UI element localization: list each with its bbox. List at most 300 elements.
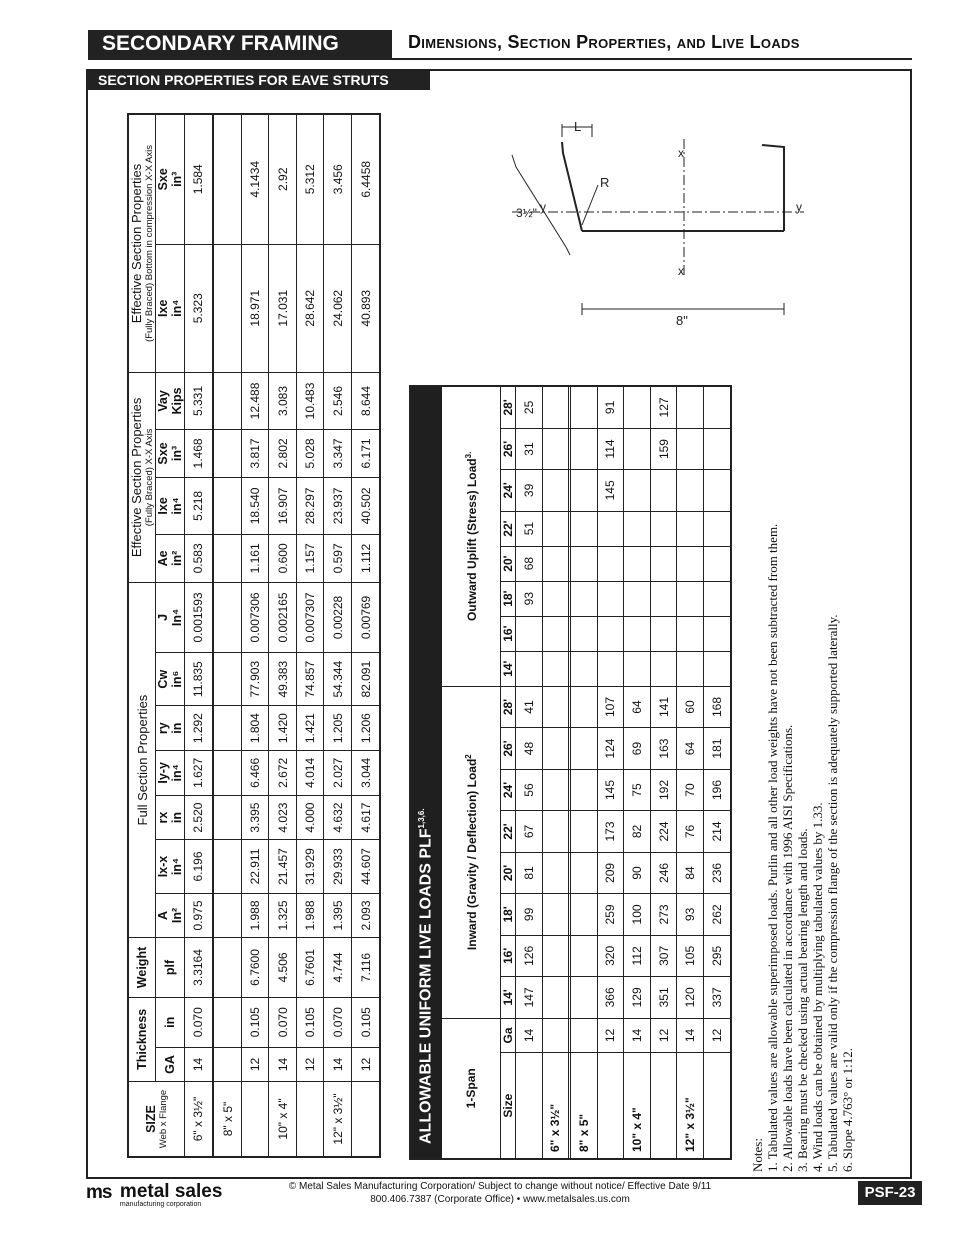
size-header-sub: Web x Flange <box>158 1089 169 1149</box>
inward-load-cell: 48 <box>516 728 543 769</box>
property-name: rx <box>156 811 170 824</box>
value-cell: 54.344 <box>324 653 352 706</box>
property-name: Iy-y <box>156 762 170 784</box>
outward-load-cell <box>677 546 704 581</box>
ga-cell: 14 <box>269 1047 297 1081</box>
property-unit: in⁴ <box>170 497 184 515</box>
ga-cell <box>570 1018 597 1053</box>
live-loads-banner <box>410 386 442 1159</box>
outward-load-cell <box>597 616 624 651</box>
size-cell: 8" x 5" <box>570 1053 597 1159</box>
property-unit: in⁴ <box>170 764 184 782</box>
property-unit: in <box>170 812 184 824</box>
value-cell: 10.483 <box>296 372 324 429</box>
value-cell: 4.632 <box>324 795 352 840</box>
outward-load-cell <box>624 511 651 546</box>
inward-load-cell: 337 <box>703 977 731 1018</box>
outward-load-cell: 31 <box>516 428 543 469</box>
value-cell: 4.023 <box>269 795 297 840</box>
value-cell: 5.323 <box>185 244 213 372</box>
value-cell: 0.001593 <box>185 582 213 652</box>
inward-load-cell <box>542 769 569 810</box>
value-cell: 1.627 <box>185 751 213 796</box>
note-item: 2. Allowable loads have been calculated in accordance with 1996 AISI Specifications. <box>780 724 795 1172</box>
value-cell: 5.028 <box>296 430 324 478</box>
weight-cell: 6.7601 <box>296 938 324 997</box>
property-header-11 <box>156 244 185 372</box>
ga-cell <box>542 1018 569 1053</box>
value-cell: 17.031 <box>269 244 297 372</box>
span-length-header: 18' <box>501 894 516 935</box>
size-cell: 6" x 3½" <box>542 1053 569 1159</box>
property-name: Ixe <box>156 299 170 317</box>
size-header-label: SIZE <box>144 1105 158 1133</box>
in-header: in <box>156 997 185 1047</box>
inward-load-cell: 307 <box>650 935 677 976</box>
outward-load-cell <box>703 386 731 428</box>
span-header: 1-Span <box>442 1018 501 1159</box>
inward-load-cell: 82 <box>624 811 651 852</box>
value-cell: 2.027 <box>324 751 352 796</box>
outward-load-cell <box>703 511 731 546</box>
inward-load-cell: 64 <box>677 728 704 769</box>
outward-load-cell <box>570 581 597 616</box>
table-row <box>241 114 269 1157</box>
table-row <box>597 386 624 1159</box>
outward-load-cell <box>677 470 704 511</box>
table-row <box>570 386 597 1159</box>
ga-cell: 12 <box>650 1018 677 1053</box>
outward-load-cell <box>650 651 677 686</box>
inward-load-cell <box>570 728 597 769</box>
thickness-cell: 0.105 <box>241 997 269 1047</box>
outward-load-cell <box>597 581 624 616</box>
value-cell <box>214 840 242 893</box>
property-unit: in³ <box>170 445 184 462</box>
ga-cell: 14 <box>516 1018 543 1053</box>
table-row <box>324 114 352 1157</box>
weight-cell: 6.7600 <box>241 938 269 997</box>
value-cell: 24.062 <box>324 244 352 372</box>
logo-text <box>120 1182 222 1209</box>
inward-load-cell: 76 <box>677 811 704 852</box>
outward-load-cell <box>597 651 624 686</box>
size-cell <box>296 1082 324 1158</box>
logo-name: metal sales <box>119 1181 223 1202</box>
ga-cell: 12 <box>296 1047 324 1081</box>
property-header-9 <box>156 430 185 478</box>
value-cell: 22.911 <box>241 840 269 893</box>
outward-load-cell <box>542 428 569 469</box>
weight-cell: 4.744 <box>324 938 352 997</box>
value-cell: 3.083 <box>269 372 297 429</box>
section-properties-panel <box>127 113 381 1158</box>
value-cell: 1.468 <box>185 430 213 478</box>
value-cell: 21.457 <box>269 840 297 893</box>
logo-mark: ms <box>86 1182 112 1203</box>
property-name: ry <box>156 722 170 735</box>
outward-load-cell <box>677 428 704 469</box>
inward-load-cell: 168 <box>703 686 731 728</box>
value-cell <box>214 477 242 534</box>
ga-col-header: Ga <box>501 1018 516 1053</box>
property-unit: in⁶ <box>170 670 184 688</box>
property-name: Vay <box>156 390 170 412</box>
span-length-header: 16' <box>501 616 516 651</box>
size-cell <box>703 1053 731 1159</box>
property-unit: in⁴ <box>170 299 184 317</box>
inward-load-cell <box>570 686 597 728</box>
outward-load-cell <box>542 616 569 651</box>
value-cell: 1.988 <box>241 893 269 938</box>
inward-load-cell: 366 <box>597 977 624 1018</box>
span-length-header: 22' <box>501 811 516 852</box>
dimension-lines <box>512 124 804 315</box>
inward-load-cell: 141 <box>650 686 677 728</box>
value-cell: 6.171 <box>352 430 380 478</box>
outward-load-cell <box>542 651 569 686</box>
size-cell: 6" x 3½" <box>185 1082 213 1158</box>
outward-header <box>442 386 501 686</box>
inward-header-sup: 2 <box>463 754 473 759</box>
property-name: Ae <box>156 550 170 567</box>
inward-load-cell: 70 <box>677 769 704 810</box>
value-cell: 5.218 <box>185 477 213 534</box>
size-cell <box>650 1053 677 1159</box>
inward-load-cell <box>570 935 597 976</box>
value-cell: 1.584 <box>185 114 213 244</box>
outward-load-cell <box>597 511 624 546</box>
inward-load-cell: 81 <box>516 852 543 893</box>
value-cell: 2.093 <box>352 893 380 938</box>
table-row <box>624 386 651 1159</box>
value-cell: 1.292 <box>185 706 213 751</box>
thickness-cell: 0.070 <box>185 997 213 1047</box>
live-loads-banner-label: ALLOWABLE UNIFORM LIVE LOADS PLF <box>417 828 435 1144</box>
thickness-cell: 0.070 <box>269 997 297 1047</box>
value-cell: 1.988 <box>296 893 324 938</box>
property-header-4 <box>156 706 185 751</box>
value-cell: 82.091 <box>352 653 380 706</box>
ga-cell: 14 <box>677 1018 704 1053</box>
outward-load-cell <box>677 581 704 616</box>
subsection-heading: SECTION PROPERTIES FOR EAVE STRUTS <box>88 70 430 90</box>
property-unit: in³ <box>170 171 184 187</box>
table-row <box>185 114 213 1157</box>
inward-load-cell: 181 <box>703 728 731 769</box>
outward-load-cell <box>542 470 569 511</box>
ga-cell: 14 <box>324 1047 352 1081</box>
section-properties-body <box>185 114 381 1157</box>
span-length-header: 24' <box>501 769 516 810</box>
value-cell: 0.00769 <box>352 582 380 652</box>
outward-load-cell <box>542 386 569 428</box>
value-cell: 11.835 <box>185 653 213 706</box>
span-length-header: 18' <box>501 581 516 616</box>
size-header <box>128 1082 185 1158</box>
property-unit: In² <box>170 907 184 924</box>
inward-load-cell: 64 <box>624 686 651 728</box>
outward-load-cell <box>650 470 677 511</box>
span-length-header: 26' <box>501 428 516 469</box>
value-cell <box>214 534 242 582</box>
value-cell: 40.893 <box>352 244 380 372</box>
value-cell: 6.196 <box>185 840 213 893</box>
span-length-header: 14' <box>501 977 516 1018</box>
inward-load-cell: 262 <box>703 894 731 935</box>
outward-load-cell: 159 <box>650 428 677 469</box>
size-cell: 8" x 5" <box>214 1082 242 1158</box>
ga-cell: 14 <box>624 1018 651 1053</box>
value-cell: 18.971 <box>241 244 269 372</box>
page-number: PSF-23 <box>858 1181 922 1205</box>
notes-block <box>750 372 855 1172</box>
label-x-top: x <box>678 146 684 160</box>
value-cell: 0.002165 <box>269 582 297 652</box>
value-cell: 0.975 <box>185 893 213 938</box>
table-row <box>677 386 704 1159</box>
value-cell <box>214 582 242 652</box>
value-cell: 3.456 <box>324 114 352 244</box>
outward-load-cell <box>650 511 677 546</box>
value-cell <box>214 751 242 796</box>
property-name: J <box>156 613 170 621</box>
plf-header: plf <box>156 938 185 997</box>
span-length-header: 24' <box>501 470 516 511</box>
value-cell: 1.157 <box>296 534 324 582</box>
logo-subtitle: manufacturing corporation <box>119 1201 202 1208</box>
span-length-header: 28' <box>501 686 516 728</box>
outward-load-cell: 39 <box>516 470 543 511</box>
ga-cell: 12 <box>703 1018 731 1053</box>
effective-section-group-sub: (Fully Braced) X-X Axis <box>144 428 155 527</box>
weight-cell: 4.506 <box>269 938 297 997</box>
outward-load-cell <box>703 546 731 581</box>
span-length-header: 20' <box>501 546 516 581</box>
value-cell: 0.583 <box>185 534 213 582</box>
outward-load-cell <box>703 470 731 511</box>
table-column-header-row <box>156 114 185 1157</box>
property-unit: in <box>170 722 184 734</box>
outward-header-label: Outward Uplift (Stress) Load <box>464 458 479 622</box>
inward-load-cell: 173 <box>597 811 624 852</box>
value-cell <box>214 114 242 244</box>
span-length-header: 14' <box>501 651 516 686</box>
eave-strut-diagram <box>500 115 820 345</box>
inward-load-cell <box>570 977 597 1018</box>
value-cell: 5.312 <box>296 114 324 244</box>
value-cell: 0.597 <box>324 534 352 582</box>
strut-outline <box>562 142 784 231</box>
footer-contact: 800.406.7387 (Corporate Office) • www.metalsales.us.com <box>370 1194 630 1205</box>
thickness-cell: 0.105 <box>352 997 380 1047</box>
inward-load-cell: 129 <box>624 977 651 1018</box>
live-loads-banner-sup: 1,3,6. <box>416 808 426 829</box>
value-cell: 3.395 <box>241 795 269 840</box>
outward-load-cell <box>570 651 597 686</box>
section-properties-table <box>127 113 381 1158</box>
value-cell: 74.857 <box>296 653 324 706</box>
property-header-10 <box>156 372 185 429</box>
size-col-header: Size <box>501 1053 516 1159</box>
outward-load-cell <box>624 546 651 581</box>
value-cell: 6.466 <box>241 751 269 796</box>
inward-header <box>442 686 501 1018</box>
outward-load-cell <box>516 651 543 686</box>
value-cell: 1.112 <box>352 534 380 582</box>
value-cell: 0.007307 <box>296 582 324 652</box>
value-cell: 1.325 <box>269 893 297 938</box>
outward-load-cell <box>570 428 597 469</box>
inward-load-cell: 126 <box>516 935 543 976</box>
inward-load-cell: 41 <box>516 686 543 728</box>
inward-load-cell: 209 <box>597 852 624 893</box>
value-cell: 1.804 <box>241 706 269 751</box>
table-row <box>516 386 543 1159</box>
outward-load-cell: 114 <box>597 428 624 469</box>
value-cell <box>214 795 242 840</box>
value-cell: 1.206 <box>352 706 380 751</box>
outward-load-cell <box>703 428 731 469</box>
weight-cell: 3.3164 <box>185 938 213 997</box>
value-cell <box>214 653 242 706</box>
property-name: Ixe <box>156 497 170 515</box>
inward-load-cell <box>542 852 569 893</box>
outward-load-cell <box>570 470 597 511</box>
table-row <box>703 386 731 1159</box>
property-header-3 <box>156 751 185 796</box>
inward-load-cell: 105 <box>677 935 704 976</box>
inward-load-cell: 120 <box>677 977 704 1018</box>
outward-load-cell: 93 <box>516 581 543 616</box>
property-name: Cw <box>156 669 170 689</box>
inward-load-cell: 100 <box>624 894 651 935</box>
property-unit: in² <box>170 550 184 567</box>
value-cell: 28.642 <box>296 244 324 372</box>
property-unit: In⁴ <box>170 608 184 627</box>
inward-load-cell: 107 <box>597 686 624 728</box>
value-cell: 2.546 <box>324 372 352 429</box>
ga-cell: 12 <box>241 1047 269 1081</box>
outward-load-cell: 145 <box>597 470 624 511</box>
value-cell: 44.607 <box>352 840 380 893</box>
inward-load-cell <box>542 894 569 935</box>
inward-load-cell: 84 <box>677 852 704 893</box>
outward-load-cell <box>542 546 569 581</box>
ga-header: GA <box>156 1047 185 1081</box>
value-cell: 8.644 <box>352 372 380 429</box>
table-row <box>650 386 677 1159</box>
table-row <box>542 386 569 1159</box>
inward-load-cell: 75 <box>624 769 651 810</box>
outward-load-cell <box>624 428 651 469</box>
property-header-5 <box>156 653 185 706</box>
outward-load-cell <box>570 511 597 546</box>
value-cell: 12.488 <box>241 372 269 429</box>
value-cell: 0.00228 <box>324 582 352 652</box>
effective-bottom-group-header <box>128 114 156 372</box>
inward-load-cell <box>542 977 569 1018</box>
outward-load-cell <box>703 616 731 651</box>
outward-load-cell <box>677 511 704 546</box>
weight-cell: 7.116 <box>352 938 380 997</box>
property-header-12 <box>156 114 185 244</box>
inward-load-cell <box>542 728 569 769</box>
value-cell: 31.929 <box>296 840 324 893</box>
ga-cell <box>214 1047 242 1081</box>
live-loads-group-row <box>442 386 501 1159</box>
value-cell: 1.161 <box>241 534 269 582</box>
property-header-8 <box>156 477 185 534</box>
inward-load-cell <box>542 935 569 976</box>
outward-load-cell <box>677 616 704 651</box>
notes-list <box>765 372 855 1172</box>
value-cell: 0.007306 <box>241 582 269 652</box>
span-length-header: 22' <box>501 511 516 546</box>
outward-load-cell <box>650 581 677 616</box>
label-l: L <box>574 119 582 134</box>
ga-cell: 14 <box>185 1047 213 1081</box>
property-unit: in⁴ <box>170 857 184 876</box>
table-row <box>214 114 242 1157</box>
table-row <box>296 114 324 1157</box>
value-cell <box>214 430 242 478</box>
label-y-left: y <box>540 200 546 214</box>
value-cell: 23.937 <box>324 477 352 534</box>
inward-load-cell: 351 <box>650 977 677 1018</box>
outward-load-cell: 51 <box>516 511 543 546</box>
outward-load-cell <box>624 616 651 651</box>
label-flange: 3½" <box>516 206 537 220</box>
outward-load-cell <box>624 470 651 511</box>
outward-load-cell <box>703 581 731 616</box>
inward-load-cell: 246 <box>650 852 677 893</box>
value-cell: 3.347 <box>324 430 352 478</box>
outward-load-cell: 68 <box>516 546 543 581</box>
ga-cell: 12 <box>597 1018 624 1053</box>
outward-load-cell <box>516 616 543 651</box>
inward-header-label: Inward (Gravity / Deflection) Load <box>464 758 479 951</box>
inward-load-cell: 112 <box>624 935 651 976</box>
inward-load-cell: 192 <box>650 769 677 810</box>
inward-load-cell <box>570 769 597 810</box>
outward-load-cell: 25 <box>516 386 543 428</box>
span-length-header: 28' <box>501 386 516 428</box>
outward-load-cell <box>650 616 677 651</box>
inward-load-cell: 273 <box>650 894 677 935</box>
span-length-header: 20' <box>501 852 516 893</box>
note-item: 6. Slope 4.763° or 1:12. <box>840 1047 855 1172</box>
value-cell: 2.92 <box>269 114 297 244</box>
value-cell: 2.802 <box>269 430 297 478</box>
value-cell: 4.617 <box>352 795 380 840</box>
table-row <box>269 114 297 1157</box>
outward-load-cell <box>542 511 569 546</box>
label-y-right: y <box>796 200 802 214</box>
outward-load-cell: 91 <box>597 386 624 428</box>
value-cell: 28.297 <box>296 477 324 534</box>
live-loads-banner-row <box>410 386 442 1159</box>
label-r: R <box>600 175 610 190</box>
property-header-6 <box>156 582 185 652</box>
size-cell <box>597 1053 624 1159</box>
span-length-header: 26' <box>501 728 516 769</box>
span-length-header: 16' <box>501 935 516 976</box>
outward-load-cell <box>624 651 651 686</box>
value-cell <box>214 893 242 938</box>
thickness-cell <box>214 997 242 1047</box>
label-depth: 8" <box>676 313 688 328</box>
